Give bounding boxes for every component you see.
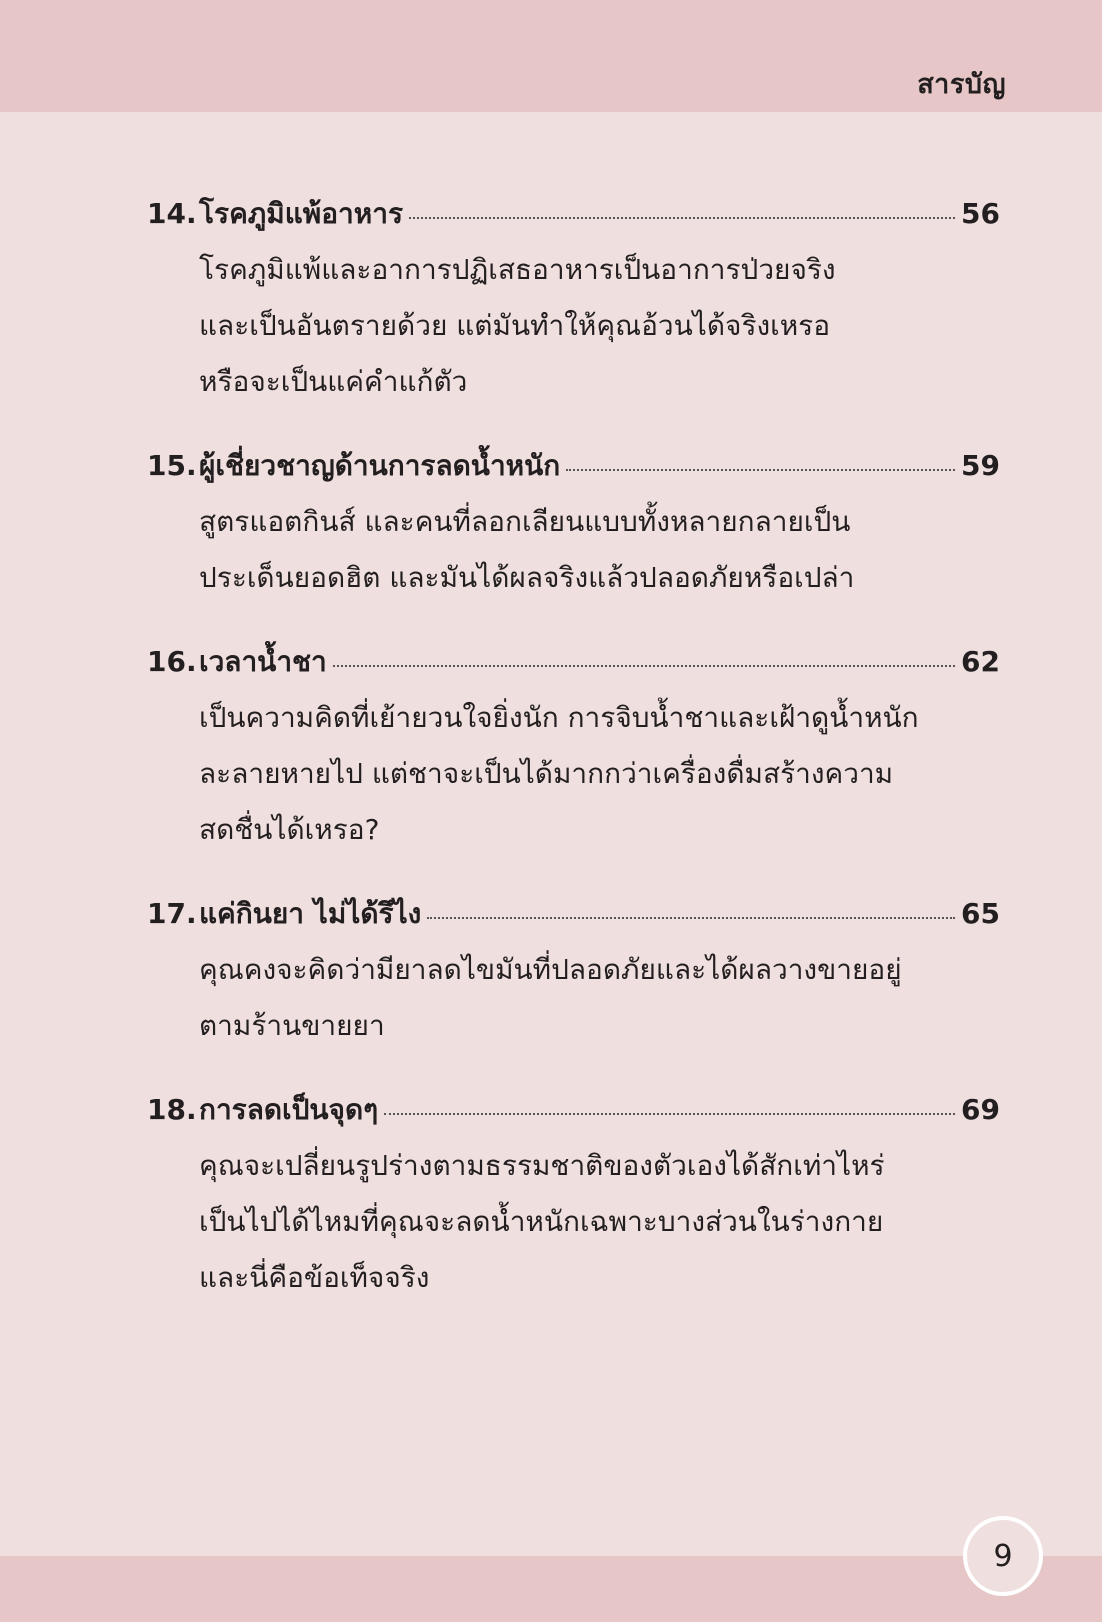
- description-line: ตามร้านขายยา: [199, 1009, 385, 1042]
- toc-entry: [147, 438, 1000, 606]
- dot-leader: [333, 665, 955, 667]
- entry-page-number: 62: [961, 645, 1000, 678]
- description-line: สูตรแอตกินส์ และคนที่ลอกเลียนแบบทั้งหลายกลายเป็น: [199, 505, 851, 538]
- entry-number: 17.: [147, 897, 197, 930]
- dot-leader: [427, 917, 955, 919]
- toc-entry-heading[interactable]: [147, 438, 1000, 494]
- toc-entry: [147, 186, 1000, 410]
- toc-entry-heading[interactable]: [147, 186, 1000, 242]
- dot-leader: [384, 1113, 955, 1115]
- description-line: ประเด็นยอดฮิต และมันได้ผลจริงแล้วปลอดภัยหรือเปล่า: [199, 561, 855, 594]
- toc-entry: [147, 634, 1000, 858]
- toc-entry-heading[interactable]: [147, 1082, 1000, 1138]
- entry-page-number: 59: [961, 449, 1000, 482]
- section-title: สารบัญ: [917, 69, 1006, 100]
- entry-description: [199, 1138, 1000, 1306]
- entry-title: แค่กินยา ไม่ได้รึไง: [199, 897, 422, 930]
- entry-page-number: 69: [961, 1093, 1000, 1126]
- entry-title: เวลาน้ำชา: [199, 645, 327, 678]
- toc-entry-heading[interactable]: [147, 634, 1000, 690]
- toc-entry: [147, 1082, 1000, 1306]
- entry-description: [199, 690, 1000, 858]
- toc-entry: [147, 886, 1000, 1054]
- toc-entry-heading[interactable]: [147, 886, 1000, 942]
- entry-title: โรคภูมิแพ้อาหาร: [199, 197, 403, 230]
- footer-band: [0, 1556, 1102, 1622]
- entry-title: การลดเป็นจุดๆ: [199, 1093, 379, 1126]
- entry-number: 18.: [147, 1093, 197, 1126]
- page-number-badge: [963, 1516, 1043, 1596]
- description-line: หรือจะเป็นแค่คำแก้ตัว: [199, 365, 468, 398]
- description-line: เป็นไปได้ไหมที่คุณจะลดน้ำหนักเฉพาะบางส่วนในร่างกาย: [199, 1205, 884, 1238]
- description-line: และเป็นอันตรายด้วย แต่มันทำให้คุณอ้วนได้จริงเหรอ: [199, 309, 831, 342]
- entry-number: 14.: [147, 197, 197, 230]
- description-line: และนี่คือข้อเท็จจริง: [199, 1261, 430, 1294]
- entry-number: 15.: [147, 449, 197, 482]
- description-line: คุณคงจะคิดว่ามียาลดไขมันที่ปลอดภัยและได้ผลวางขายอยู่: [199, 953, 902, 986]
- description-line: โรคภูมิแพ้และอาการปฏิเสธอาหารเป็นอาการป่วยจริง: [199, 253, 836, 286]
- entry-description: [199, 242, 1000, 410]
- entry-description: [199, 494, 1000, 606]
- description-line: ละลายหายไป แต่ชาจะเป็นได้มากกว่าเครื่องดื่มสร้างความ: [199, 757, 894, 790]
- table-of-contents: [147, 186, 1000, 1334]
- description-line: เป็นความคิดที่เย้ายวนใจยิ่งนัก การจิบน้ำชาและเฝ้าดูน้ำหนัก: [199, 701, 919, 734]
- description-line: คุณจะเปลี่ยนรูปร่างตามธรรมชาติของตัวเองได้สักเท่าไหร่: [199, 1149, 885, 1182]
- dot-leader: [409, 217, 955, 219]
- entry-page-number: 65: [961, 897, 1000, 930]
- description-line: สดชื่นได้เหรอ?: [199, 813, 380, 846]
- entry-title: ผู้เชี่ยวชาญด้านการลดน้ำหนัก: [199, 449, 561, 482]
- dot-leader: [566, 469, 955, 471]
- entry-page-number: 56: [961, 197, 1000, 230]
- page-number: 9: [993, 1538, 1013, 1574]
- entry-description: [199, 942, 1000, 1054]
- entry-number: 16.: [147, 645, 197, 678]
